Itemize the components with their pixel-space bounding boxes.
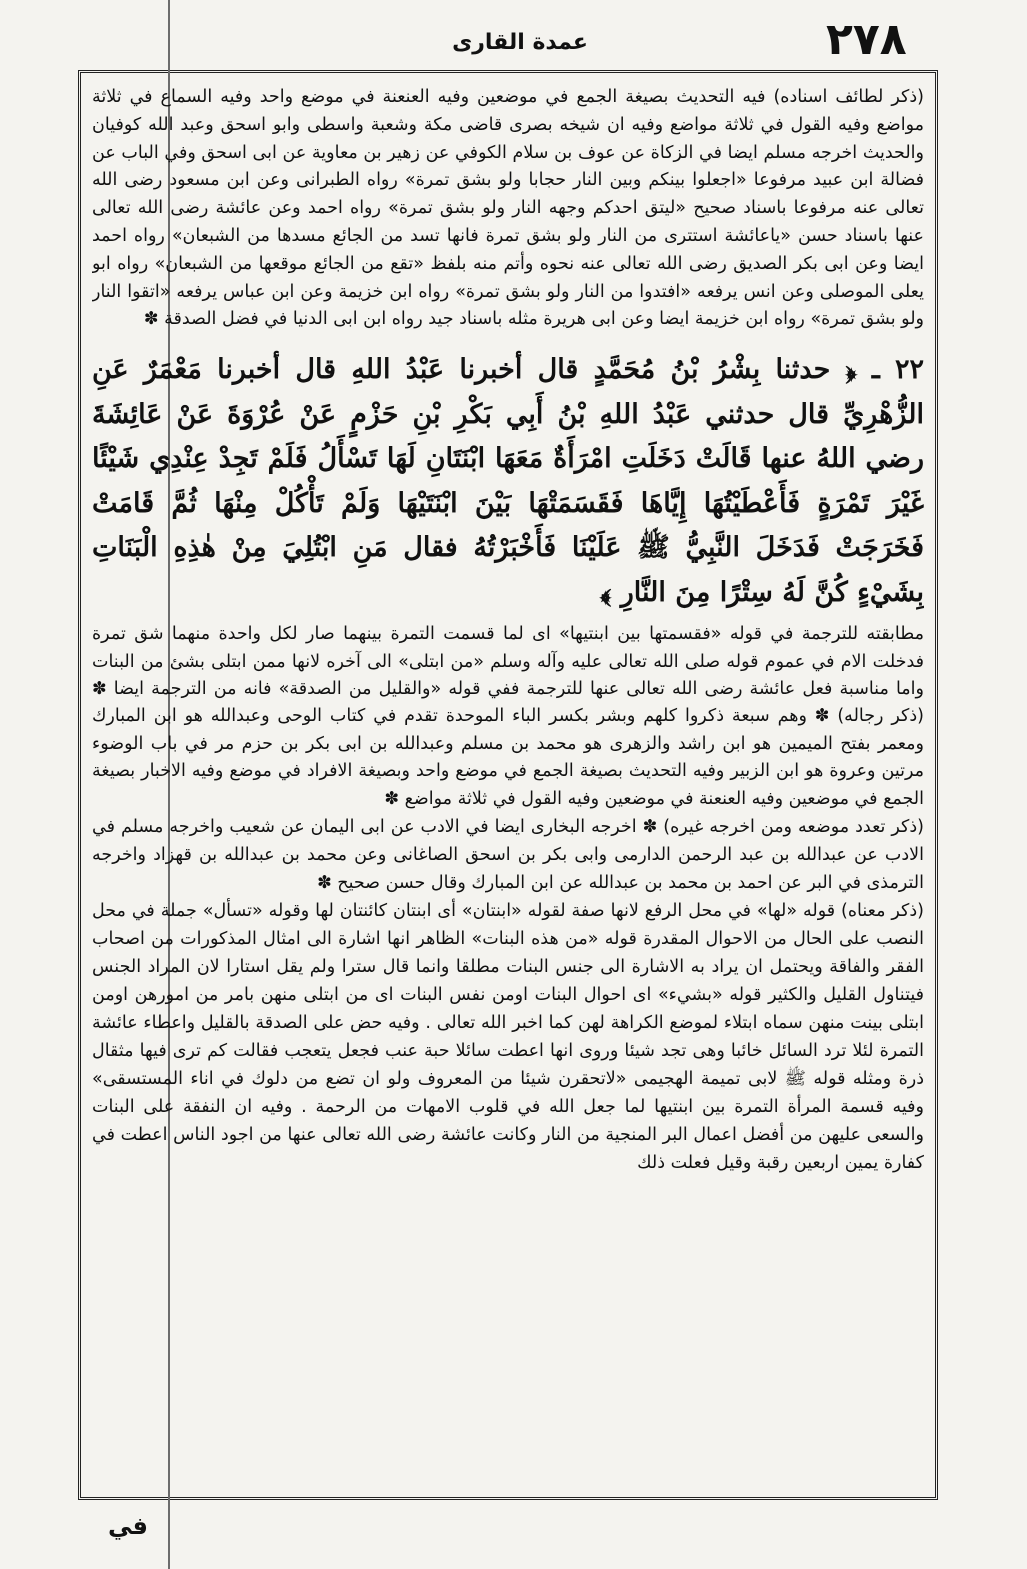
page-number: ٢٧٨ bbox=[826, 14, 907, 65]
page-body bbox=[92, 84, 924, 1489]
commentary-chapter-match-and-narrators: مطابقته للترجمة في قوله «فقسمتها بين ابنتيها» اى لما قسمت التمرة بينهما صار لكل واحدة منهما شق تمرة فدخلت الام في عموم قوله صلى الله تعالى عليه وآله وسلم «من ابتلى» الى آخره لانها ممن ابتلى بشئ من البنات واما مناسبة فعل عائشة رضى الله تعالى عنها للترجمة ففي قوله «والقليل من الصدقة» فانه من الترجمة ايضا ✽ (ذكر رجاله) ✽ وهم سبعة ذكروا كلهم وبشر بكسر الباء الموحدة تقدم في كتاب الوحى وعبدالله هو ابن المبارك ومعمر بفتح الميمين هو ابن راشد والزهرى هو محمد بن مسلم وعبدالله بن ابى بكر بن حزم مر في باب الوضوء مرتين وعروة هو ابن الزبير وفيه التحديث بصيغة الجمع في موضع واحد وبصيغة الافراد في موضع وفيه الاخبار بصيغة الجمع في موضعين وفيه العنعنة في موضعين وفيه القول في ثلاثة مواضع ✽ bbox=[92, 624, 924, 809]
catchword: في bbox=[108, 1512, 148, 1540]
commentary-meaning: (ذكر معناه) قوله «لها» في محل الرفع لانها صفة لقوله «ابنتان» أى ابنتان كائنتان لها وقوله «تسأل» جملة في محل النصب على الحال من الاحوال المقدرة قوله «من هذه البنات» الظاهر انها اشارة الى امثال المذكورات من اصحاب الفقر والفاقة ويحتمل ان يراد به الاشارة الى جنس البنات مطلقا وانما قال سترا ولم يقل استارا لان المراد الجنس فيتناول القليل والكثير قوله «بشيء» اى احوال البنات اومن نفس البنات اى من ابتلى منهن بامر من امورهن اومن ابتلى بينت منهن سماه ابتلاء لموضع الكراهة لهن كما اخبر الله تعالى . وفيه حض على الصدقة بالقليل واعطاء عائشة التمرة لئلا ترد السائل خائبا وهى تجد شيئا وروى انها اعطت سائلا حبة عنب فجعل يتعجب فقالت كم ترى فيها مثقال ذرة ومثله قوله ﷺ لابى تميمة الهجيمى «لاتحقرن شيئا من المعروف ولو ان تضع من دلوك في اناء المستسقى» وفيه قسمة المرأة التمرة بين ابنتيها لما جعل الله في قلوب الامهات من الرحمة . وفيه ان النفقة على البنات والسعى عليهن من أفضل اعمال البر المنجية من النار وكانت عائشة رضى الله تعالى عنها من اجود الناس اعطت في كفارة يمين اربعين رقبة وقيل فعلت ذلك bbox=[92, 901, 924, 1174]
page-header bbox=[0, 0, 1027, 70]
hadith-22-text: ٢٢ ـ ﴿ حدثنا بِشْرُ بْنُ مُحَمَّدٍ قال أخبرنا عَبْدُ اللهِ قال أخبرنا مَعْمَرٌ عَنِ الزُّهْرِيِّ قال حدثني عَبْدُ اللهِ بْنُ أَبِي بَكْرِ بْنِ حَزْمٍ عَنْ عُرْوَةَ عَنْ عَائِشَةَ رضي اللهُ عنها قَالَتْ دَخَلَتِ امْرَأَةٌ مَعَهَا ابْنَتَانِ لَهَا تَسْأَلُ فَلَمْ تَجِدْ عِنْدِي شَيْئًا غَيْرَ تَمْرَةٍ فَأَعْطَيْتُهَا إِيَّاهَا فَقَسَمَتْهَا بَيْنَ ابْنَتَيْهَا وَلَمْ تَأْكُلْ مِنْهَا ثُمَّ قَامَتْ فَخَرَجَتْ فَدَخَلَ النَّبِيُّ ﷺ عَلَيْنَا فَأَخْبَرْتُهُ فقال مَنِ ابْتُلِيَ مِنْ هٰذِهِ الْبَنَاتِ بِشَيْءٍ كُنَّ لَهُ سِتْرًا مِنَ النَّارِ ﴾ bbox=[92, 354, 924, 608]
running-title: عمدة القارى bbox=[452, 30, 588, 55]
commentary-other-narrations: (ذكر تعدد موضعه ومن اخرجه غيره) ✽ اخرجه البخارى ايضا في الادب عن ابى اليمان عن شعيب واخرجه مسلم في الادب عن عبدالله بن عبد الرحمن الدارمى وابى بكر بن اسحق الصاغانى وعن محمد بن عبدالله بن قهزاد واخرجه الترمذى في البر عن احمد بن محمد بن عبدالله عن ابن المبارك وقال حسن صحيح ✽ bbox=[92, 817, 924, 894]
commentary-isnad-subtleties: (ذكر لطائف اسناده) فيه التحديث بصيغة الجمع في موضعين وفيه العنعنة في موضع واحد وفيه السماع في ثلاثة مواضع وفيه القول في ثلاثة مواضع وفيه ان شيخه بصرى قاضى مكة وشعبة واسطى وابو اسحق وعبد الله كوفيان والحديث اخرجه مسلم ايضا في الزكاة عن عوف بن سلام الكوفي عن زهير بن معاوية عن ابى اسحق وفي الباب عن فضالة ابن عبيد مرفوعا «اجعلوا بينكم وبين النار حجابا ولو بشق تمرة» رواه الطبرانى وعن ابن مسعود رضى الله تعالى عنه مرفوعا باسناد صحيح «ليتق احدكم وجهه النار ولو بشق تمرة» رواه احمد وعن عائشة رضى الله تعالى عنها باسناد حسن «ياعائشة استترى من النار ولو بشق تمرة فانها تسد من الجائع مسدها من الشبعان» رواه احمد ايضا وعن ابى بكر الصديق رضى الله تعالى عنه نحوه وأتم منه بلفظ «تقع من الجائع موقعها من الشبعان» رواه ابو يعلى الموصلى وعن انس يرفعه «افتدوا من النار ولو بشق تمرة» رواه ابن خزيمة وعن ابن عباس يرفعه «اتقوا النار ولو بشق تمرة» رواه ابن خزيمة ايضا وعن ابى هريرة مثله باسناد جيد رواه ابن ابى الدنيا في فضل الصدقة ✽ bbox=[92, 87, 924, 330]
